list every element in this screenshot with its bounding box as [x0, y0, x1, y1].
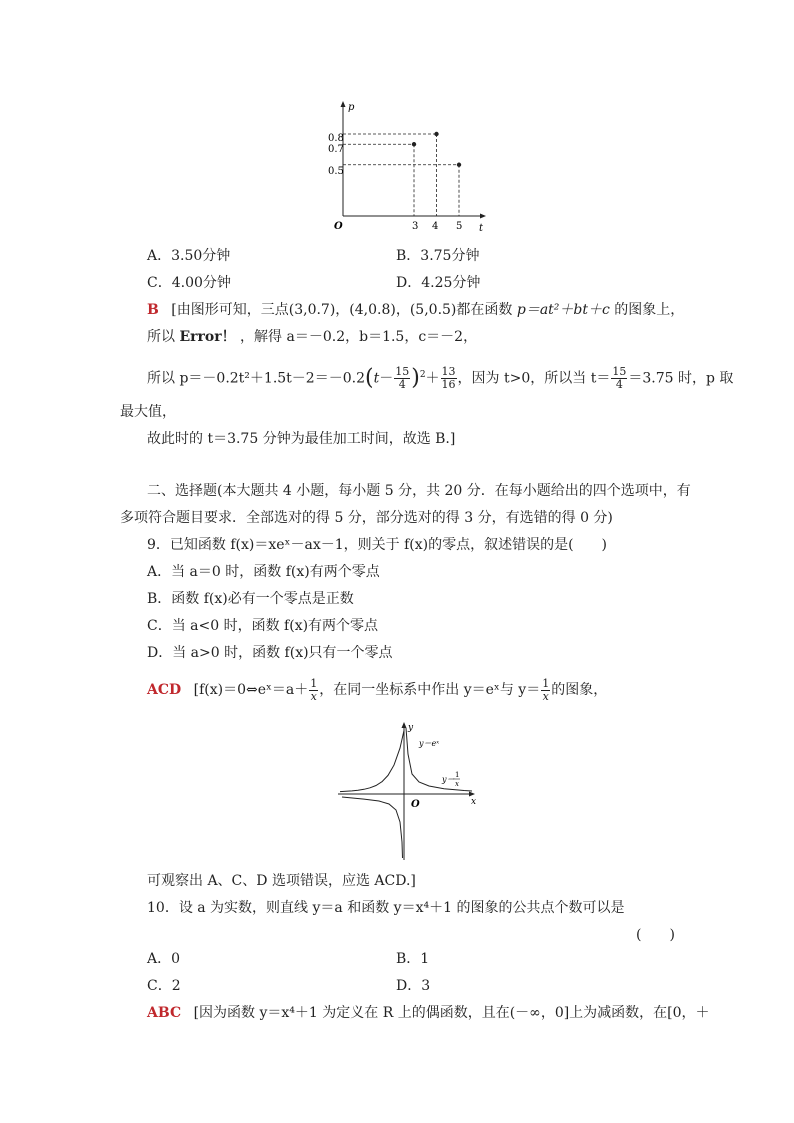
x-axis-arrow [469, 792, 475, 797]
reciprocal-curve-right [406, 728, 472, 791]
reciprocal-curve-left [342, 797, 403, 858]
data-point-1 [434, 132, 438, 136]
q8-option-d: D．4.25分钟 [396, 275, 481, 291]
q8-sol-3b: ，因为 t>0，所以当 t＝ [457, 370, 611, 387]
q9-option-c: C．当 a<0 时，函数 f(x)有两个零点 [147, 618, 379, 634]
q8-option-a: A．3.50分钟 [147, 248, 231, 264]
q9-option-a: A．当 a＝0 时，函数 f(x)有两个零点 [147, 564, 380, 580]
reciprocal-label-prefix: y＝ [442, 775, 455, 784]
q9-stem: 9．已知函数 f(x)＝xeˣ－ax－1，则关于 f(x)的零点，叙述错误的是( ) [147, 537, 607, 553]
q10-answer-blank: ( ) [636, 927, 675, 943]
q9-conclusion: 可观察出 A、C、D 选项错误，应选 ACD.] [147, 873, 416, 889]
q9-sol-c: 的图象， [551, 682, 608, 698]
origin-label: O [334, 221, 343, 232]
q8-sol-2-error: Error！ [179, 329, 236, 345]
section2-header-2: 多项符合题目要求．全部选对的得 5 分，部分选对的得 3 分，有选错的得 0 分) [120, 510, 613, 526]
x-axis-label: x [471, 797, 477, 807]
x-tick-5: 5 [456, 221, 463, 232]
y-tick-0.8: 0.8 [328, 133, 344, 144]
q8-solution-line-3: 所以 p＝－0.2t²＋1.5t－2＝－0.2(t－ $\frac{15}{4}$ )$^2$＋ $\frac{13}{16}$ ，因为 t>0，所以当 t＝ $\frac{15}{4}$ ＝3.75 时，p 取 [147, 365, 734, 392]
frac-15-4: $\frac{15}{4}$ [395, 365, 410, 392]
y-tick-0.7: 0.7 [328, 144, 344, 155]
q8-sol-2b: ，解得 a＝－0.2，b＝1.5，c＝－2， [240, 329, 478, 345]
q10-stem: 10．设 a 为实数，则直线 y＝a 和函数 y＝x⁴＋1 的图象的公共点个数可以是 [147, 900, 625, 916]
frac-1-x: $\frac{1}{x}$ [310, 676, 318, 703]
q8-sol-1: [由图形可知，三点(3,0.7)，(4,0.8)，(5,0.5)都在函数 [171, 302, 513, 318]
scatter-marks [343, 132, 461, 216]
q8-sol-4: 最大值， [120, 404, 176, 420]
q9-answer: ACD [147, 682, 182, 698]
q10-solution [147, 1003, 710, 1023]
q9-sol-b: ，在同一坐标系中作出 y＝eˣ与 y＝ [319, 682, 541, 698]
q10-option-d: D．3 [396, 978, 431, 994]
x-axis-label: t [479, 223, 484, 234]
frac-13-16: $\frac{13}{16}$ [441, 365, 456, 392]
q9-sol-a: [f(x)＝0⇔eˣ＝a＋ [193, 682, 309, 698]
x-tick-4: 4 [432, 221, 439, 232]
frac-15-4-b: $\frac{15}{4}$ [612, 365, 627, 392]
q8-option-c: C．4.00分钟 [147, 275, 231, 291]
q8-sol-3a: 所以 p＝－0.2t²＋1.5t－2＝－0.2 [147, 370, 365, 387]
q10-sol: [因为函数 y＝x⁴＋1 为定义在 R 上的偶函数，且在(－∞，0]上为减函数，在[0，＋ [193, 1005, 710, 1021]
q8-option-b: B．3.75分钟 [396, 248, 480, 264]
reciprocal-label-num: 1 [455, 771, 460, 779]
data-point-0 [412, 142, 416, 146]
exp-label: y＝eˣ [419, 739, 440, 748]
q8-sol-2a: 所以 [147, 329, 175, 345]
q8-sol-3c: ＝3.75 时，p 取 [628, 370, 734, 387]
origin-label: O [411, 799, 420, 810]
q10-answer: ABC [147, 1005, 182, 1021]
q9-option-b: B．函数 f(x)必有一个零点是正数 [147, 591, 354, 607]
section2-header-1: 二、选择题(本大题共 4 小题，每小题 5 分，共 20 分．在每小题给出的四个选项中，有 [147, 483, 691, 499]
q10-option-a: A．0 [147, 951, 181, 967]
y-tick-0.5: 0.5 [328, 166, 344, 177]
x-axis-arrow [480, 214, 486, 219]
q8-answer: B [147, 302, 159, 318]
q8-sol-1-tail: 的图象上， [614, 302, 685, 318]
q9-solution [147, 674, 607, 706]
figure-exp-reciprocal [334, 718, 484, 864]
q8-solution-line-2 [147, 327, 477, 347]
x-tick-3: 3 [412, 221, 419, 232]
figure-scatter [328, 98, 498, 236]
q10-option-c: C．2 [147, 978, 181, 994]
q10-option-b: B．1 [396, 951, 430, 967]
q8-solution-line-1 [147, 300, 684, 320]
reciprocal-label-den: x [455, 780, 459, 788]
q8-sol-1-func: p＝at²＋bt＋c [516, 302, 610, 318]
data-point-2 [457, 163, 461, 167]
y-axis-label: y [408, 723, 414, 733]
frac-1-x-b: $\frac{1}{x}$ [542, 676, 550, 703]
y-axis-arrow [341, 101, 346, 107]
exp-curve [340, 731, 404, 792]
q9-option-d: D．当 a>0 时，函数 f(x)只有一个零点 [147, 645, 393, 661]
q8-sol-5: 故此时的 t＝3.75 分钟为最佳加工时间，故选 B.] [147, 431, 456, 447]
y-axis-label: p [348, 102, 355, 113]
y-axis-arrow [402, 722, 407, 728]
